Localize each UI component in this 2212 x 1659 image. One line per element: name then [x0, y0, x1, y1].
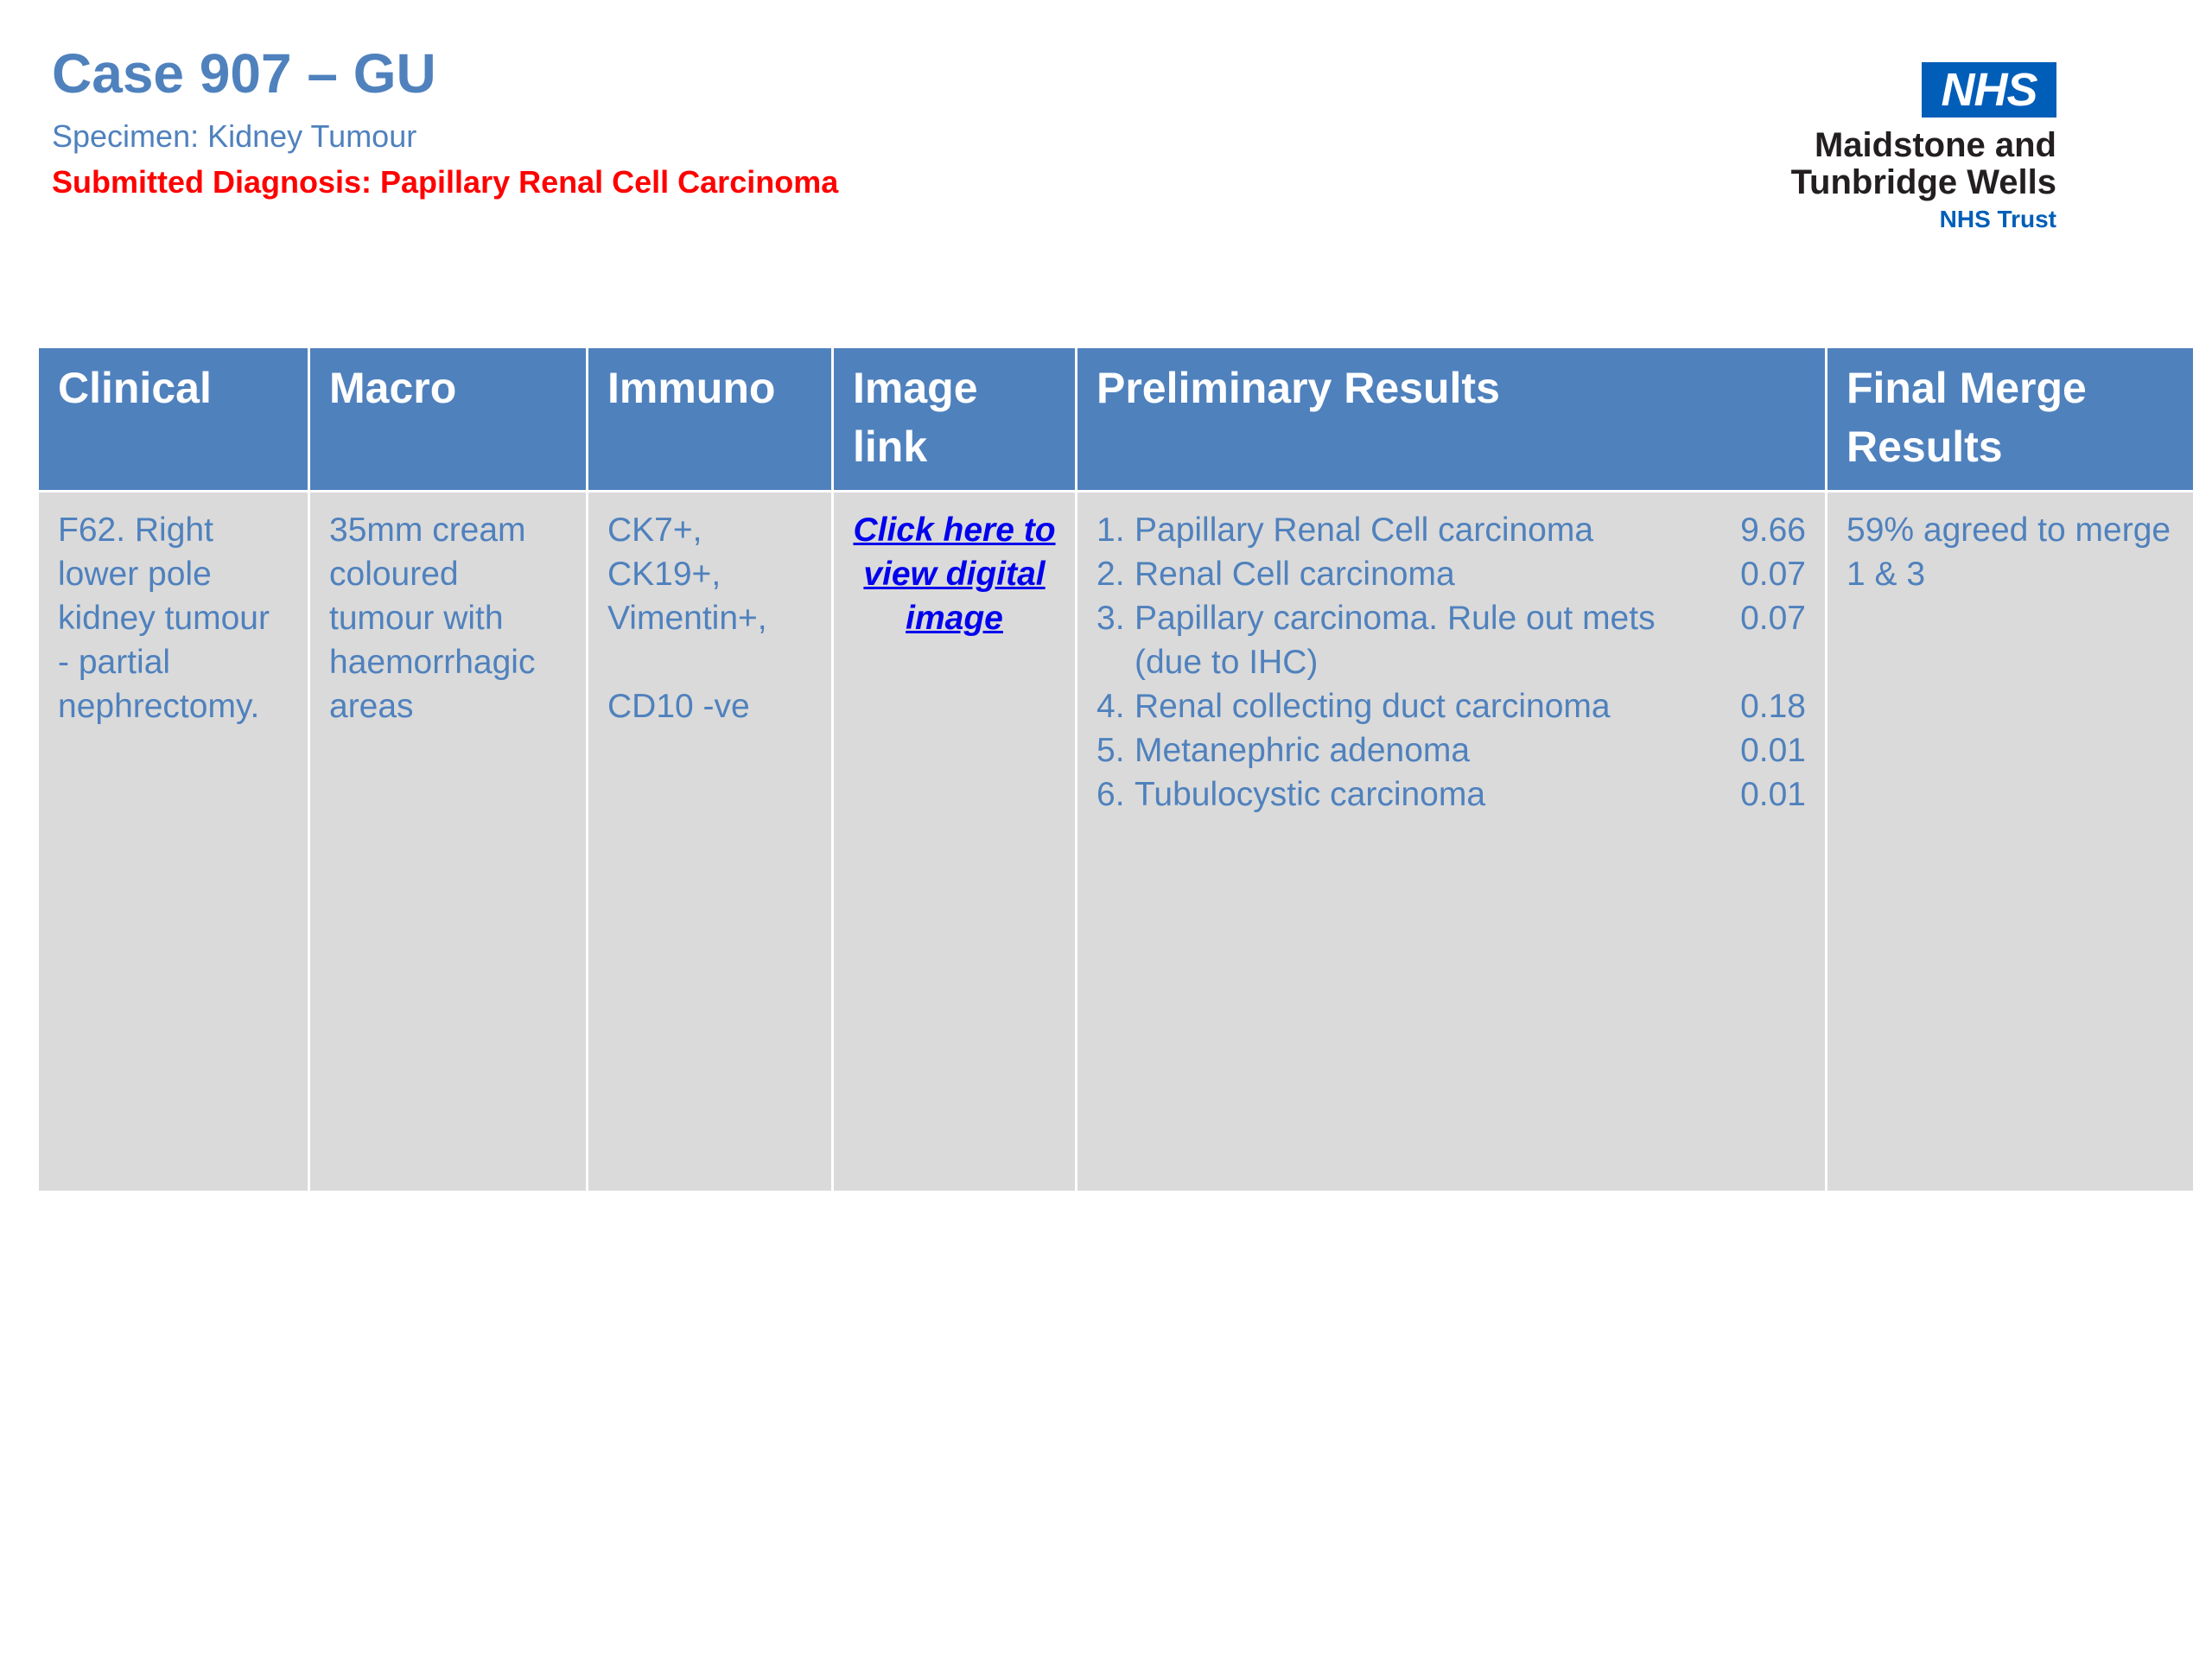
result-number: 5.	[1096, 732, 1125, 769]
result-score: 9.66	[1740, 512, 1806, 549]
result-number: 3.	[1096, 600, 1125, 637]
result-diagnosis: Papillary Renal Cell carcinoma	[1135, 512, 1594, 549]
result-diagnosis: Renal Cell carcinoma	[1135, 556, 1455, 593]
immuno-cell	[588, 492, 833, 1192]
org-name-line1: Maidstone and	[1814, 126, 2056, 164]
digital-image-link[interactable]: Click here to view digital image	[853, 512, 1056, 637]
list-item	[1096, 508, 1806, 552]
list-item	[1096, 772, 1806, 817]
org-name-line3: NHS Trust	[1939, 206, 2056, 232]
result-number: 1.	[1096, 512, 1125, 549]
list-item	[1096, 596, 1806, 684]
header-immuno: Immuno	[588, 347, 833, 492]
header-preliminary-results: Preliminary Results	[1077, 347, 1827, 492]
preliminary-results-cell	[1077, 492, 1827, 1192]
result-diagnosis: Renal collecting duct carcinoma	[1135, 688, 1611, 725]
result-diagnosis: Metanephric adenoma	[1135, 732, 1471, 769]
result-number: 4.	[1096, 688, 1125, 725]
clinical-cell: F62. Right lower pole kidney tumour - partial nephrectomy.	[38, 492, 309, 1192]
result-diagnosis: Papillary carcinoma. Rule out mets (due to IHC)	[1135, 600, 1656, 681]
result-score: 0.18	[1740, 688, 1806, 725]
nhs-trust-logo	[1763, 62, 2056, 235]
specimen-label: Specimen: Kidney Tumour	[52, 118, 417, 154]
immuno-negative: CD10 -ve	[607, 688, 750, 725]
table-row	[38, 492, 2195, 1192]
preliminary-results-list	[1096, 508, 1806, 817]
header-final-merge-results: Final Merge Results	[1827, 347, 2195, 492]
result-score: 0.01	[1740, 732, 1806, 769]
result-number: 2.	[1096, 556, 1125, 593]
immuno-spacer	[607, 640, 812, 684]
list-item	[1096, 684, 1806, 728]
immuno-positive: CK7+, CK19+, Vimentin+,	[607, 512, 767, 637]
case-title: Case 907 – GU	[52, 42, 436, 105]
list-item	[1096, 552, 1806, 596]
result-number: 6.	[1096, 776, 1125, 813]
case-table	[36, 346, 2196, 1193]
header-clinical: Clinical	[38, 347, 309, 492]
header-macro: Macro	[309, 347, 588, 492]
image-link-cell	[833, 492, 1077, 1192]
list-item	[1096, 728, 1806, 772]
header-image-link: Image link	[833, 347, 1077, 492]
nhs-badge-text: NHS	[1941, 64, 2037, 116]
macro-cell: 35mm cream coloured tumour with haemorrhagic areas	[309, 492, 588, 1192]
final-merge-cell: 59% agreed to merge 1 & 3	[1827, 492, 2195, 1192]
submitted-diagnosis: Submitted Diagnosis: Papillary Renal Cell Carcinoma	[52, 164, 839, 200]
table-header-row	[38, 347, 2195, 492]
result-score: 0.07	[1740, 556, 1806, 593]
result-score: 0.01	[1740, 776, 1806, 813]
org-name-line2: Tunbridge Wells	[1790, 163, 2056, 201]
result-diagnosis: Tubulocystic carcinoma	[1135, 776, 1486, 813]
result-score: 0.07	[1740, 600, 1806, 637]
